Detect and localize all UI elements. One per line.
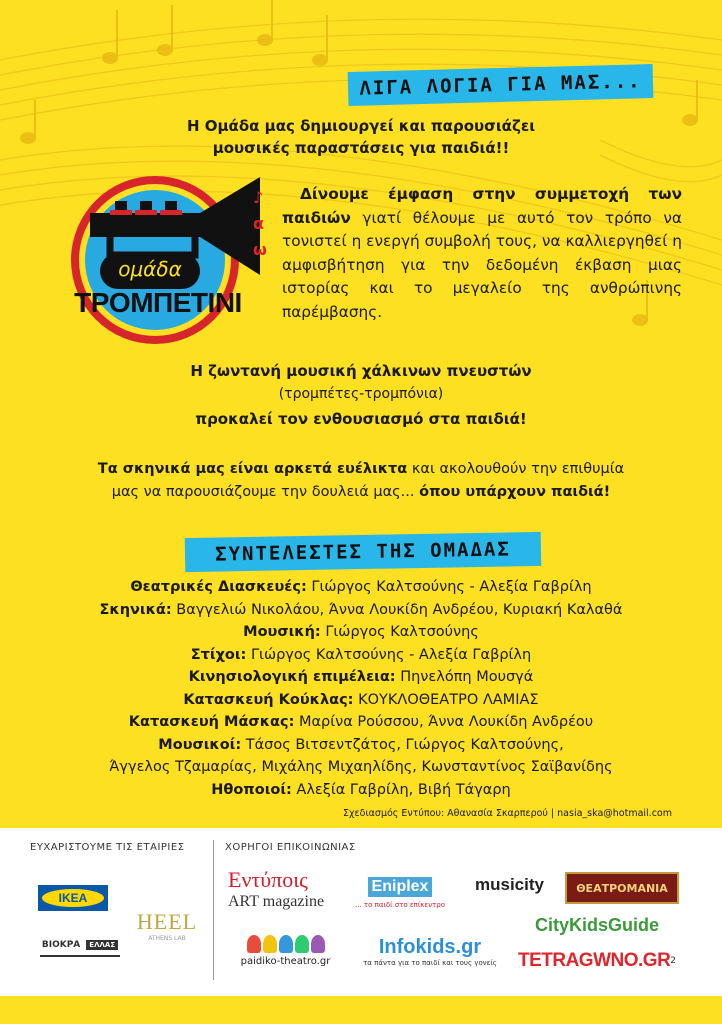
credit-row — [0, 576, 722, 599]
trompetini-logo — [60, 165, 275, 355]
credit-names: Άγγελος Τζαμαρίας, Μιχάλης Μιχαηλίδης, Κωνσταντίνος Σαϊβανίδης — [109, 759, 613, 775]
credit-row — [0, 599, 722, 622]
credits-heading: ΣΥΝΤΕΛΕΣΤΕΣ ΤΗΣ ΟΜΑΔΑΣ — [185, 532, 542, 572]
citykidsguide-logo — [512, 912, 682, 938]
credit-role: Κινησιολογική επιμέλεια: — [188, 669, 396, 685]
para-bold: Δίνουμε έμφαση στην συμμετοχή των παιδιών — [282, 185, 682, 227]
credit-role: Θεατρικές Διασκευές: — [130, 579, 307, 595]
credit-names: Γιώργος Καλτσούνης — [325, 624, 479, 640]
ikea-logo — [38, 885, 108, 911]
credit-row — [0, 779, 722, 802]
credit-names: Γιώργος Καλτσούνης - Αλεξία Γαβρίλη — [311, 579, 592, 595]
heel-sub: ATHENS LAB — [148, 934, 186, 942]
infokids-text: Infokids.gr — [378, 935, 482, 958]
designer-credit: Σχεδιασμός Εντύπου: Αθανασία Σκαρπερού | nasia_ska@hotmail.com — [343, 808, 672, 819]
sets-bold: Τα σκηνικά μας είναι αρκετά ευέλικτα — [97, 461, 408, 477]
credit-names: Μαρίνα Ρούσσου, Άννα Λουκίδη Ανδρέου — [298, 714, 594, 730]
biokra-text: ΒΙΟΚΡΑ — [41, 940, 81, 950]
logo-name: ΤΡΟΜΠΕΤΙΝΙ — [74, 287, 242, 318]
credit-role: Κατασκευή Μάσκας: — [128, 714, 295, 730]
heel-logo — [132, 900, 202, 950]
sets-line-2 — [0, 484, 722, 500]
ikea-oval — [42, 889, 104, 907]
credit-row — [0, 621, 722, 644]
tetragwno-text: TETRAGWNO.GR — [517, 950, 671, 971]
eniplex-logo — [350, 870, 450, 916]
ikea-text: IKEA — [58, 891, 88, 905]
credits-list — [0, 576, 722, 801]
theatromania-text: ΘΕΑΤΡΟΜΑΝΙΑ — [576, 881, 668, 895]
paidiko-theatro-logo — [228, 928, 343, 974]
intro-line-2: μουσικές παραστάσεις για παιδιά!! — [212, 139, 510, 157]
credit-row — [0, 666, 722, 689]
theatromania-logo — [565, 872, 679, 904]
credit-names: Πηνελόπη Μουσγά — [400, 669, 534, 685]
credit-role: Ηθοποιοί: — [211, 781, 292, 798]
credit-role: Σκηνικά: — [99, 601, 172, 618]
para-rest: γιατί θέλουμε με αυτό τον τρόπο να τονιστεί η ενεργή συμβολή τους, να καλλιεργηθεί η αμφισβήτηση για την δεδομένη έκβαση μιας ιστορίας και το μεγαλείο της ανθρώπινης παρέμβασης. — [282, 208, 682, 321]
credit-role: Μουσική: — [243, 624, 321, 640]
citykids-text: CityKidsGuide — [534, 914, 659, 935]
credit-row — [0, 734, 722, 757]
infokids-logo — [355, 928, 505, 974]
heel-text: HEEL — [136, 908, 198, 934]
credit-role: Στίχοι: — [190, 646, 247, 663]
credit-names: Γιώργος Καλτσούνης - Αλεξία Γαβρίλη — [250, 646, 532, 663]
paidiko-text: paidiko-theatro.gr — [240, 956, 331, 967]
music-line-2: (τρομπέτες-τρομπόνια) — [278, 386, 444, 402]
eniplex-sub: ... το παιδί στο επίκεντρο — [355, 901, 445, 909]
credit-row — [0, 689, 722, 712]
biokra-logo — [40, 935, 120, 957]
credit-names: ΚΟΥΚΛΟΘΕΑΤΡΟ ΛΑΜΙΑΣ — [358, 691, 539, 708]
footer-divider — [213, 840, 214, 980]
credit-names: Αλεξία Γαβρίλη, Βιβή Τάγαρη — [296, 781, 511, 798]
tetragwno-logo — [512, 946, 682, 976]
art-magazine-text: ART magazine — [228, 893, 325, 910]
infokids-sub: τα πάντα για το παιδί και τους γονείς — [363, 958, 497, 967]
sets-line2-rest: μας να παρουσιάζουμε την δουλειά μας... — [111, 484, 420, 500]
thanks-title: ΕΥΧΑΡΙΣΤΟΥΜΕ ΤΙΣ ΕΤΑΙΡΙΕΣ — [30, 842, 185, 853]
credit-row — [0, 756, 722, 779]
tetragwno-sup: 2 — [670, 956, 677, 966]
sets-line2-bold: όπου υπάρχουν παιδιά! — [419, 484, 611, 500]
biokra-text-2: ΕΛΛΑΣ — [86, 940, 118, 950]
sets-rest: και ακολουθούν την επιθυμία — [407, 461, 625, 477]
credit-names: Βαγγελιώ Νικολάου, Άννα Λουκίδη Ανδρέου, Κυριακή Καλαθά — [176, 601, 623, 618]
description-paragraph — [282, 183, 682, 324]
musicity-logo — [462, 870, 557, 900]
entypois-logo — [228, 864, 343, 916]
media-title: ΧΟΡΗΓΟΙ ΕΠΙΚΟΙΝΩΝΙΑΣ — [225, 842, 356, 853]
logo-notes: ♪ α ω — [253, 188, 267, 259]
eniplex-text: Eniplex — [368, 877, 433, 897]
entypois-text: Εντύποις — [228, 867, 308, 892]
music-line-1: Η ζωντανή μουσική χάλκινων πνευστών — [190, 362, 532, 380]
credit-row — [0, 644, 722, 667]
bottom-strip — [0, 996, 722, 1024]
credit-row — [0, 711, 722, 734]
about-heading: ΛΙΓΑ ΛΟΓΙΑ ΓΙΑ ΜΑΣ... — [348, 64, 654, 106]
intro-line-1: Η Ομάδα μας δημιουργεί και παρουσιάζει — [186, 117, 536, 135]
kids-figures-icon — [247, 935, 325, 953]
musicity-text: musicity — [475, 875, 544, 894]
music-line-3: προκαλεί τον ενθουσιασμό στα παιδιά! — [195, 410, 527, 428]
sets-line-1 — [0, 461, 722, 477]
credit-names: Τάσος Βιτσεντζάτος, Γιώργος Καλτσούνης, — [245, 736, 564, 753]
credit-role: Μουσικοί: — [158, 736, 242, 753]
credit-role: Κατασκευή Κούκλας: — [183, 691, 354, 708]
logo-group-word: ομάδα — [118, 257, 182, 281]
